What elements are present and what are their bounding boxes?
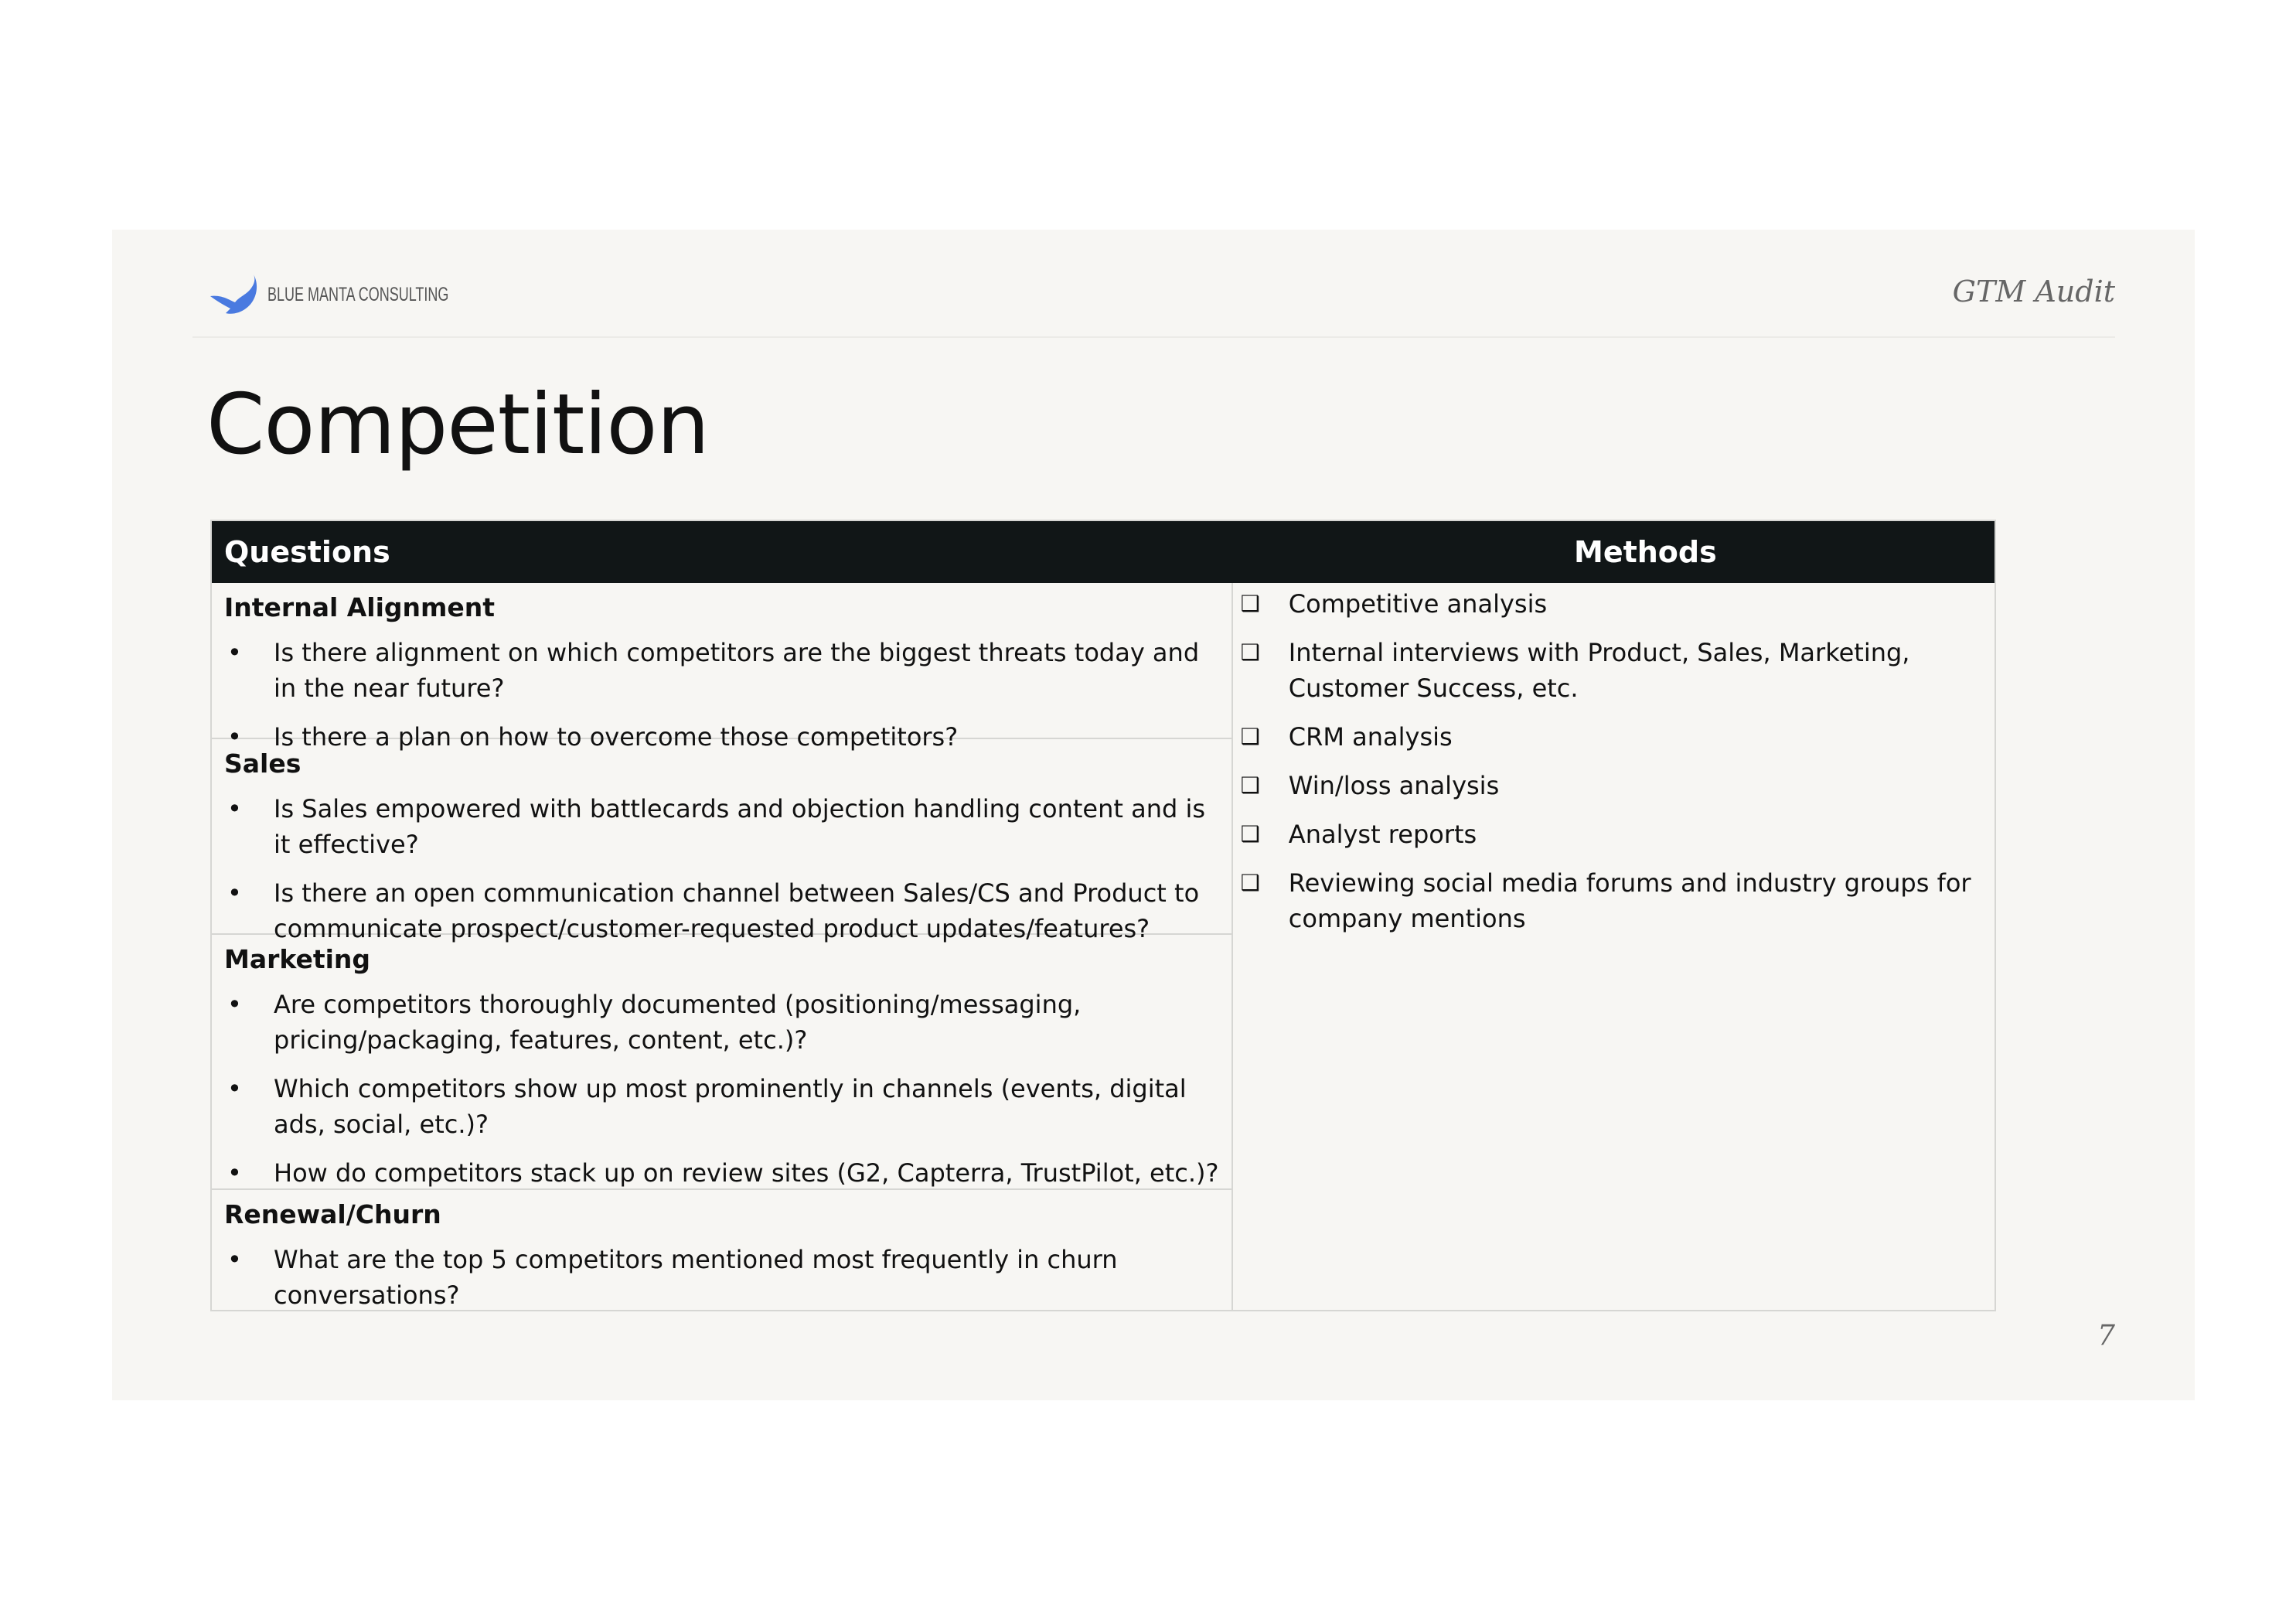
checkbox-icon: ❑ (1240, 821, 1260, 847)
logo (209, 274, 519, 315)
manta-ray-icon (209, 274, 260, 315)
document-title: GTM Audit (1952, 274, 2115, 309)
checkbox-icon: ❑ (1240, 724, 1260, 749)
question-item: • Is there an open communication channel between Sales/CS and Product to communicate prospect/customer-requested product updates/features? (224, 875, 1219, 946)
logo-text: BLUE MANTA CONSULTING (267, 283, 449, 305)
question-item: • Which competitors show up most prominently in channels (events, digital ads, social, etc.)? (224, 1071, 1219, 1142)
question-item: • Is there alignment on which competitors are the biggest threats today and in the near future? (224, 635, 1219, 706)
method-item: ❑ Internal interviews with Product, Sales, Marketing, Customer Success, etc. (1241, 635, 1979, 706)
method-item: ❑ Reviewing social media forums and industry groups for company mentions (1241, 865, 1979, 936)
section-internal-alignment (212, 583, 1231, 752)
method-item: ❑ Competitive analysis (1241, 586, 1979, 622)
method-item: ❑ Win/loss analysis (1241, 768, 1979, 803)
section-heading: Internal Alignment (224, 592, 496, 622)
section-heading: Renewal/Churn (224, 1199, 441, 1229)
question-item: • Is Sales empowered with battlecards and objection handling content and is it effective? (224, 791, 1219, 862)
checkbox-icon: ❑ (1240, 591, 1260, 616)
slide (112, 230, 2195, 1400)
questions-column (212, 583, 1233, 1311)
questions-header: Questions (224, 535, 390, 569)
checkbox-icon: ❑ (1240, 772, 1260, 798)
methods-column (1233, 583, 1995, 1311)
header-divider (192, 336, 2115, 338)
methods-header: Methods (1574, 535, 1717, 569)
page-number: 7 (2097, 1320, 2115, 1352)
section-sales (212, 739, 1231, 943)
page-title: Competition (206, 377, 709, 473)
section-heading: Sales (224, 748, 301, 779)
checkbox-icon: ❑ (1240, 870, 1260, 895)
competition-table (210, 520, 1996, 1311)
question-item: • Is there a plan on how to overcome those competitors? (224, 719, 1219, 755)
table-header (212, 521, 1995, 583)
checkbox-icon: ❑ (1240, 639, 1260, 665)
section-renewal-churn (212, 1190, 1231, 1310)
question-item: • How do competitors stack up on review sites (G2, Capterra, TrustPilot, etc.)? (224, 1155, 1219, 1191)
question-item: • Are competitors thoroughly documented (positioning/messaging, pricing/packaging, features, content, etc.)? (224, 987, 1219, 1058)
section-heading: Marketing (224, 944, 371, 974)
method-item: ❑ Analyst reports (1241, 817, 1979, 852)
section-marketing (212, 935, 1231, 1190)
question-item: • What are the top 5 competitors mentioned most frequently in churn conversations? (224, 1242, 1219, 1313)
method-item: ❑ CRM analysis (1241, 719, 1979, 755)
